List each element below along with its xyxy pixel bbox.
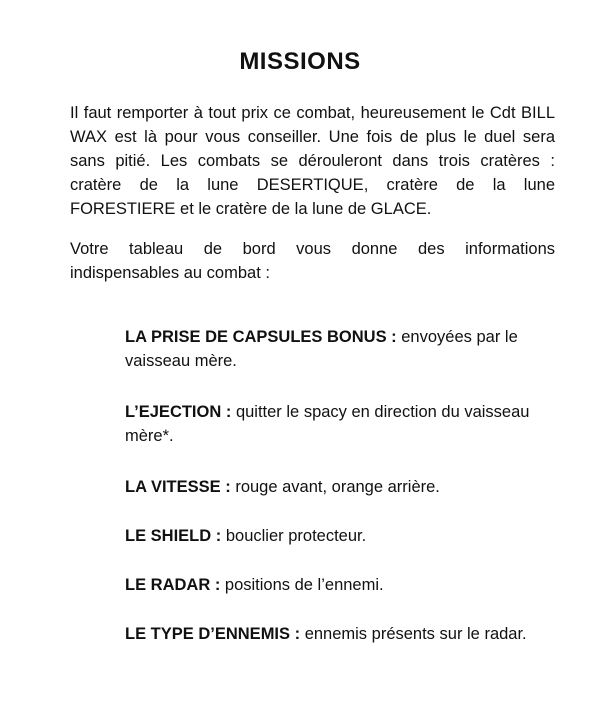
page-title: MISSIONS — [239, 48, 361, 75]
item-label: L’EJECTION : — [125, 403, 232, 421]
item-text: envoyées par le vaisseau mère. — [125, 328, 518, 370]
list-item-type-ennemis — [125, 622, 557, 646]
item-label: LE RADAR : — [125, 576, 221, 594]
item-label: LE TYPE D’ENNEMIS : — [125, 625, 301, 643]
list-item-shield — [125, 524, 557, 548]
list-item-vitesse — [125, 475, 557, 499]
intro-paragraph: Il faut remporter à tout prix ce combat, heureusement le Cdt BILL WAX est là pour vous conseiller. Une fois de plus le duel sera sans pitié. Les combats se dérouleront dans trois cratères : cratère de la lune DESERTIQUE, cratère de la lune FORESTIERE et le cratère de la lune de GLACE. — [70, 104, 555, 218]
item-label: LA PRISE DE CAPSULES BONUS : — [125, 328, 397, 346]
item-text: rouge avant, orange arrière. — [230, 478, 440, 496]
item-text: bouclier protecteur. — [221, 527, 367, 545]
item-text: positions de l’ennemi. — [220, 576, 384, 594]
list-item-capsules-bonus — [125, 325, 557, 373]
list-item-radar — [125, 573, 557, 597]
item-text: quitter le spacy en direction du vaisseau mère*. — [125, 403, 530, 445]
list-item-ejection — [125, 400, 557, 448]
item-label: LA VITESSE : — [125, 478, 231, 496]
dashboard-paragraph: Votre tableau de bord vous donne des informations indispensables au combat : — [70, 240, 555, 282]
item-label: LE SHIELD : — [125, 527, 222, 545]
item-text: ennemis présents sur le radar. — [300, 625, 527, 643]
